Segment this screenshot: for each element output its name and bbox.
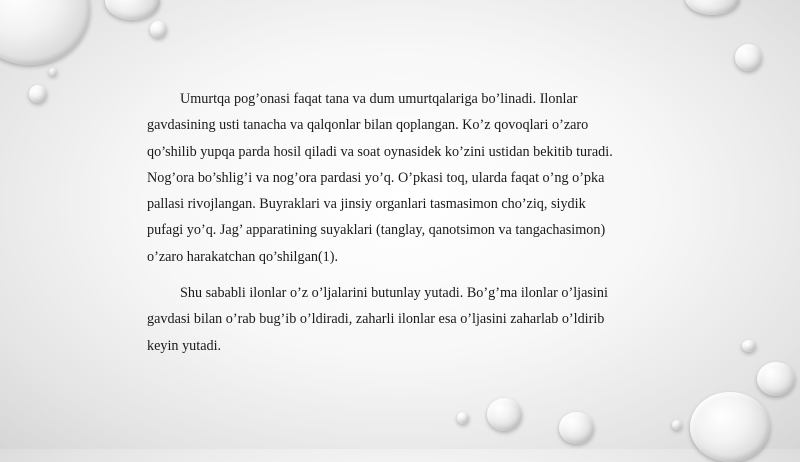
text-block xyxy=(147,86,667,359)
water-droplet-icon xyxy=(685,0,740,15)
text-line: pallasi rivojlangan. Buyraklari va jinsiy organlari tasmasimon cho’ziq, siydik xyxy=(147,196,586,213)
water-droplet-icon xyxy=(757,362,795,396)
text-line: Nog’ora bo’shlig’i va nog’ora pardasi yo’q. O’pkasi toq, ularda faqat o’ng o’pka xyxy=(147,169,605,186)
text-line: Shu sababli ilonlar o’z o’ljalarini butunlay yutadi. Bo’g’ma ilonlar o’ljasini xyxy=(180,285,608,302)
text-line: o’zaro harakatchan qo’shilgan(1). xyxy=(147,248,339,265)
text-line: keyin yutadi. xyxy=(147,337,222,354)
water-droplet-icon xyxy=(487,398,522,431)
water-droplet-icon xyxy=(457,412,469,424)
text-line: pufagi yo’q. Jag’ apparatining suyaklari (tanglay, qanotsimon va tangachasimon) xyxy=(147,222,606,239)
water-droplet-icon xyxy=(150,21,167,38)
paragraph-2 xyxy=(147,280,667,359)
text-line: Umurtqa pog’onasi faqat tana va dum umurtqalariga bo’linadi. Ilonlar xyxy=(180,91,578,107)
water-droplet-icon xyxy=(735,44,762,71)
water-droplet-icon xyxy=(672,420,682,430)
paragraph-1 xyxy=(147,86,667,270)
water-droplet-icon xyxy=(690,392,770,462)
text-line: gavdasi bilan o’rab bug’ib o’ldiradi, zaharli ilonlar esa o’ljasini zaharlab o’ldirib xyxy=(147,311,605,328)
water-droplet-icon xyxy=(105,0,160,20)
text-line: gavdasining usti tanacha va qalqonlar bilan qoplangan. Ko’z qovoqlari o’zaro xyxy=(147,117,589,134)
water-droplet-icon xyxy=(0,0,90,65)
water-droplet-icon xyxy=(559,412,594,444)
water-droplet-icon xyxy=(29,85,47,103)
text-line: qo’shilib yupqa parda hosil qiladi va soat oynasidek ko’zini ustidan bekitib turadi. xyxy=(147,143,613,160)
water-droplet-icon xyxy=(49,68,57,76)
water-droplet-icon xyxy=(742,340,756,352)
